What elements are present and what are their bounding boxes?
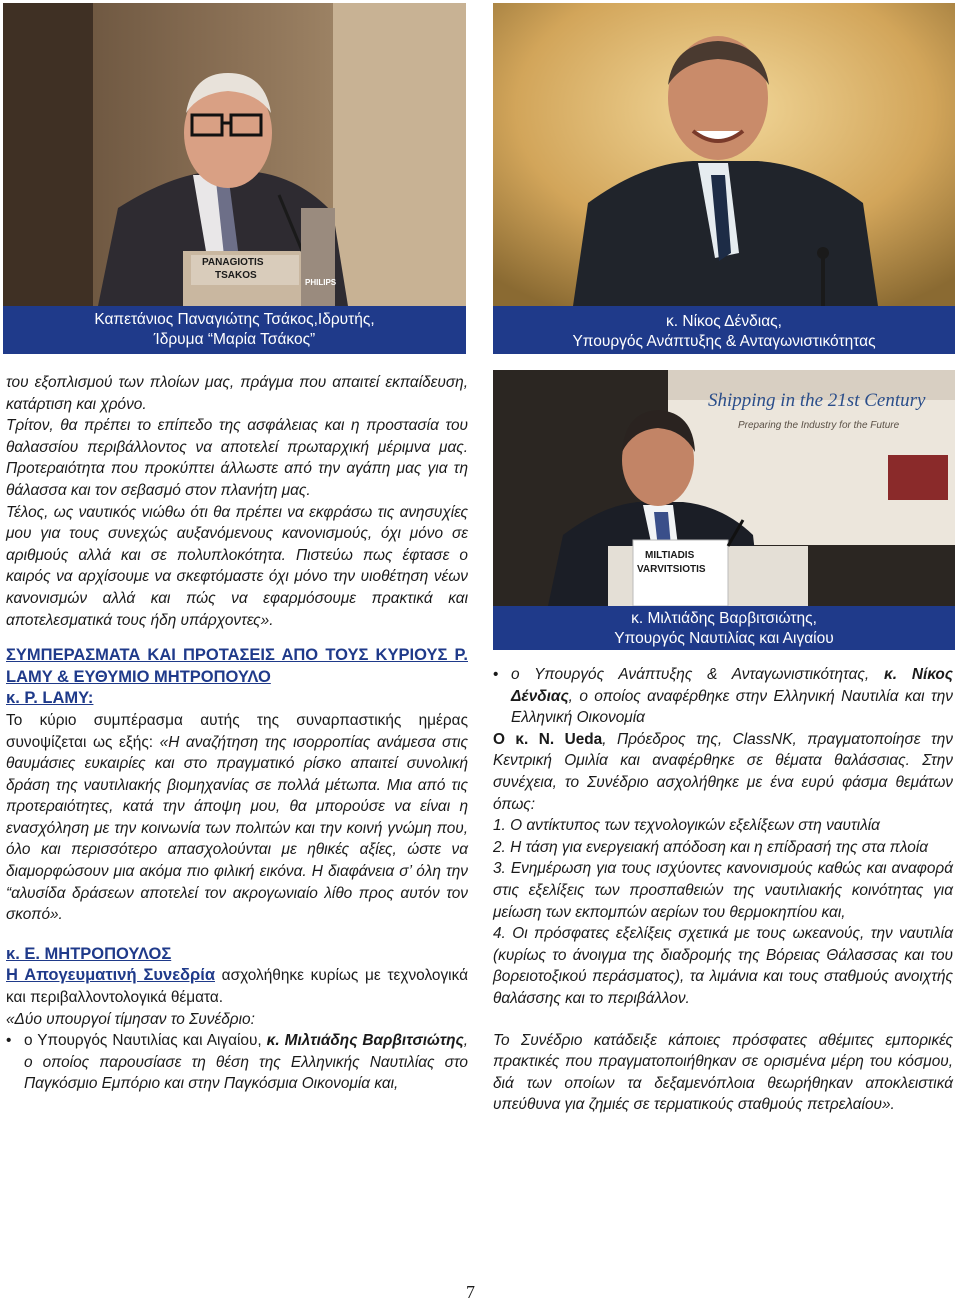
- spacer: [493, 1010, 953, 1030]
- bullet-varvitsiotis-plain: ο Υπουργός Ναυτιλίας και Αιγαίου,: [24, 1032, 267, 1050]
- bullet-varvitsiotis-rest: , ο οποίος παρουσίασε τη θέση της Ελληνικής Ναυτιλίας στο Παγκόσμιο Εμπόριο και στην Παγκόσμια Οικονομία και,: [24, 1032, 468, 1093]
- bullet-dendias-text: [511, 664, 953, 729]
- right-column: [493, 664, 953, 1116]
- paragraph-ueda: [493, 729, 953, 815]
- bullet-varvitsiotis: [6, 1030, 468, 1095]
- paragraph-ministers: «Δύο υπουργοί τίμησαν το Συνέδριο:: [6, 1010, 255, 1028]
- photo-tsakos: [3, 3, 466, 306]
- lamy-quote: «Η αναζήτηση της ισορροπίας ανάμεσα στις θαυμάσιες ευκαιρίες και στο πραγματικό ρίσκο απαιτεί συνολική δράση της ναυτιλιακής βιομηχανίας σε πολλά μέτωπα. Μια από τις προτεραιότητες, κατά την άποψη μου, θα μπορούσε να είναι η ενασχόληση με την κοινωνία των πολιτών και την κοινή γνώμη που, όλο και περισσότερο απασχολούνται με ηθικές αξίες, ώστε να διαμορφώσουν μια ακόμα πιο φιλική εικόνα. Η διαφάνεια σ’ όλη την “αλυσίδα δράσεων αποτελεί τον ακρογωνιαίο λίθο προς αυτόν τον σκοπό».: [6, 733, 469, 924]
- paragraph-safety: Τρίτον, θα πρέπει το επίπεδο της ασφάλειας και η προστασία του θαλασσίου περιβάλλοντος να αποτελεί πρωταρχική μέριμνα μας. Προτεραιότητα που προκύπτει άλλωστε από την αγάπη μας για τη θάλασσα και τον σεβασμό στον πλανήτη μας.: [6, 417, 468, 499]
- paragraph-regulations: Τέλος, ως ναυτικός νιώθω ότι θα πρέπει να εκφράσω τις ανησυχίες μου για τους συνεχώς αυξανόμενους κανονισμούς, όχι μόνο σε αριθμούς αλλά και σε πολυπλοκότητα. Πιστεύω πως έφτασε ο καιρός να αρχίσουμε να σκεφτόμαστε όχι μόνο την υιοθέτηση νέων κανονισμών αλλά και πώς να εφαρμόσουμε πρακτικά και αποτελεσματικά τους ήδη υπάρχοντες».: [6, 503, 468, 629]
- caption-varvitsiotis-line1: κ. Μιλτιάδης Βαρβιτσιώτης,: [631, 610, 817, 627]
- caption-tsakos: [3, 306, 466, 354]
- spacer: [6, 926, 468, 944]
- caption-dendias-line1: κ. Νίκος Δένδιας,: [666, 313, 782, 330]
- heading-mitropoulos: κ. Ε. ΜΗΤΡΟΠΟΥΛΟΣ: [6, 944, 172, 963]
- spacer: [6, 631, 468, 645]
- bullet-dendias-rest: , ο οποίος αναφέρθηκε στην Ελληνική Ναυτιλία και την Ελληνική Οικονομία: [511, 687, 953, 727]
- bullet-dendias-plain: ο Υπουργός Ανάπτυξης & Ανταγωνιστικότητας,: [511, 666, 884, 683]
- bullet-dendias-k: κ.: [884, 666, 897, 683]
- caption-varvitsiotis: [493, 606, 955, 650]
- paragraph-unfair-practices: Το Συνέδριο κατάδειξε κάποιες πρόσφατες αθέμιτες εμπορικές πρακτικές που πραγματοποιήθηκαν σε ορισμένα μέρη του κόσμου, διά των οποίων τα δεξαμενόπλοια θεωρήθηκαν αποκλειστικά υπεύθυνα για ζημιές σε τερματικούς σταθμούς πετρελαίου».: [493, 1031, 953, 1114]
- bullet-dendias-name: Νίκος Δένδιας: [511, 666, 953, 705]
- caption-tsakos-line2: Ίδρυμα “Μαρία Τσάκος”: [153, 331, 316, 348]
- varv-nameplate-line2: VARVITSIOTIS: [637, 564, 706, 575]
- page-number: 7: [466, 1282, 475, 1302]
- bullet-marker: •: [493, 666, 499, 683]
- bullet-dendias: [493, 664, 953, 729]
- topic-2: 2. Η τάση για ενεργειακή απόδοση και η επίδρασή της στα πλοία: [493, 838, 929, 856]
- tsakos-nameplate-line2: TSAKOS: [215, 270, 257, 281]
- topic-4: 4. Οι πρόσφατες εξελίξεις σχετικά με τους ωκεανούς, την ναυτιλία (κυρίως το άνοιγμα της διαδρομής της Βόρειας Θάλασσας και του βορειοτοξικού περάσματος), τα λιμάνια και τους σταθμούς ανοιχτής θαλάσσης και το περιβάλλον.: [493, 925, 953, 1007]
- heading-conclusions: ΣΥΜΠΕΡΑΣΜΑΤΑ ΚΑΙ ΠΡΟΤΑΣΕΙΣ ΑΠΟ ΤΟΥΣ ΚΥΡΙΟΥΣ P. LAMY & ΕΥΘΥΜΙΟ ΜΗΤΡΟΠΟΥΛΟ: [6, 646, 468, 686]
- paragraph-afternoon-session: [6, 965, 468, 1008]
- left-column: [6, 372, 468, 1095]
- caption-dendias-line2: Υπουργός Ανάπτυξης & Ανταγωνιστικότητας: [572, 333, 876, 350]
- bullet-varvitsiotis-name: κ. Μιλτιάδης Βαρβιτσιώτης: [266, 1032, 464, 1050]
- ueda-name: Ο κ. Ν. Ueda: [493, 730, 603, 748]
- topic-1: 1. Ο αντίκτυπος των τεχνολογικών εξελίξεων στη ναυτιλία: [493, 817, 880, 835]
- topic-3: 3. Ενημέρωση για τους ισχύοντες κανονισμούς καθώς και αναφορά στις εξελίξεις των προσπαθειών της ναυτιλιακής κοινότητας για μείωση των εκπομπών αερίων του θερμοκηπίου και,: [493, 860, 953, 921]
- paragraph-lamy: [6, 710, 468, 926]
- varv-banner-line2: Preparing the Industry for the Future: [738, 420, 900, 431]
- caption-varvitsiotis-line2: Υπουργός Ναυτιλίας και Αιγαίου: [614, 630, 834, 647]
- afternoon-session-heading: Η Απογευματινή Συνεδρία: [6, 966, 215, 985]
- paragraph-equipment: του εξοπλισμού των πλοίων μας, πράγμα που απαιτεί εκπαίδευση, κατάρτιση και χρόνο.: [6, 374, 468, 413]
- photo-varvitsiotis: [493, 370, 955, 606]
- heading-lamy: κ. P. LAMY:: [6, 689, 94, 708]
- photo-dendias: [493, 3, 955, 306]
- bullet-varvitsiotis-text: [24, 1030, 468, 1095]
- ueda-text: , Πρόεδρος της, ClassNK, πραγματοποίησε την Κεντρική Ομιλία και αναφέρθηκε σε θέματα θαλάσσιας. Στην συνέχεια, το Συνέδριο ασχολήθηκε με ένα ευρύ φάσμα θεμάτων όπως:: [493, 730, 954, 813]
- caption-tsakos-line1: Καπετάνιος Παναγιώτης Τσάκος,Ιδρυτής,: [94, 311, 375, 328]
- tsakos-brand-text: PHILIPS: [305, 278, 337, 287]
- lamy-intro: Το κύριο συμπέρασμα αυτής της συναρπαστικής ημέρας συνοψίζεται ως εξής:: [6, 711, 468, 751]
- varv-banner-line1: Shipping in the 21st Century: [708, 390, 926, 411]
- varv-nameplate-line1: MILTIADIS: [645, 550, 695, 561]
- bullet-marker: •: [6, 1032, 12, 1050]
- afternoon-session-text: ασχολήθηκε κυρίως με τεχνολογικά και περιβαλλοντολογικά θέματα.: [6, 967, 468, 1007]
- tsakos-nameplate-line1: PANAGIOTIS: [202, 257, 264, 268]
- caption-dendias: [493, 306, 955, 354]
